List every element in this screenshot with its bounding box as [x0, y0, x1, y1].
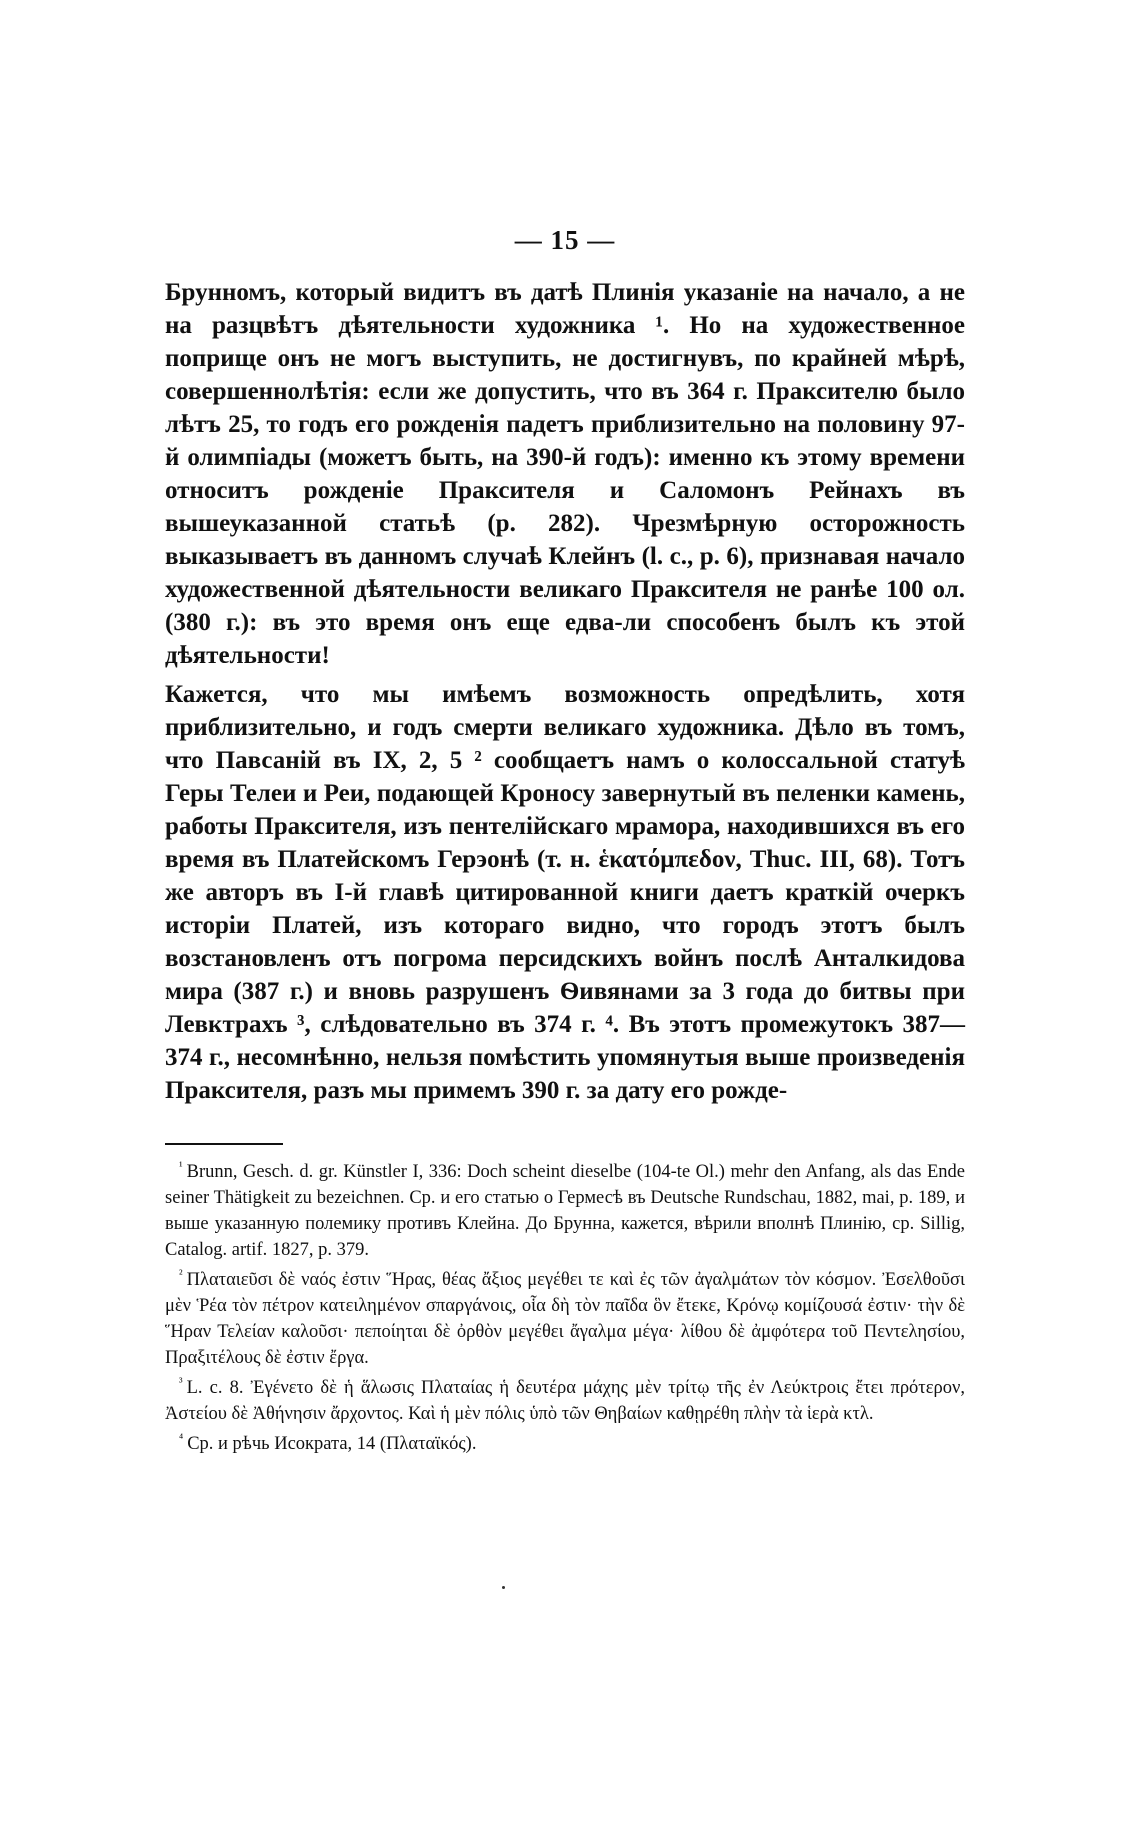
footnote-mark: ² — [179, 1266, 183, 1281]
footnote-text: Brunn, Gesch. d. gr. Künstler I, 336: Doch scheint dieselbe (104-te Ol.) mehr den Anfang, als das Ende seiner Thätigkeit zu bezeichnen. Ср. и его статью о Гермесѣ въ Deutsche Rundschau, 1882, mai, p. 189, и выше указанную полемику противъ Клейна. До Брунна, кажется, вѣрили вполнѣ Плинію, ср. Sillig, Catalog. artif. 1827, p. 379. — [165, 1162, 965, 1260]
footnote — [165, 1431, 965, 1457]
footnote-mark: ¹ — [179, 1158, 183, 1173]
footnote-rule — [165, 1143, 283, 1145]
paragraph: Кажется, что мы имѣемъ возможность опредѣлить, хотя приблизительно, и годъ смерти великаго художника. Дѣло въ томъ, что Павсаній въ IX, 2, 5 ² сообщаетъ намъ о колоссальной статуѣ Геры Телеи и Реи, подающей Кроносу завернутый въ пеленки камень, работы Праксителя, изъ пентелійскаго мрамора, находившихся въ его время въ Платейскомъ Герэонѣ (т. н. ἑκατόμπεδον, Thuc. III, 68). Тотъ же авторъ въ I-й главѣ цитированной книги даетъ краткій очеркъ исторіи Платей, изъ котораго видно, что городъ этотъ былъ возстановленъ отъ погрома персидскихъ войнъ послѣ Анталкидова мира (387 г.) и вновь разрушенъ Ѳивянами за 3 года до битвы при Левктрахъ ³, слѣдовательно въ 374 г. ⁴. Въ этотъ промежутокъ 387—374 г., несомнѣнно, нельзя помѣстить упомянутыя выше произведенія Праксителя, разъ мы примемъ 390 г. за дату его рожде- — [165, 681, 965, 1104]
scan-speck — [502, 1586, 505, 1589]
footnotes — [165, 1159, 965, 1457]
footnote-mark: ³ — [179, 1374, 183, 1389]
page-number: — 15 — — [514, 225, 616, 255]
book-page — [165, 225, 965, 1461]
footnote-text: Πλαταιεῦσι δὲ ναός ἐστιν Ἥρας, θέας ἄξιος μεγέθει τε καὶ ἐς τῶν ἀγαλμάτων τὸν κόσμον. Ἐσελθοῦσι μὲν Ῥέα τὸν πέτρον κατειλημένον σπαργάνοις, οἷα δὴ τὸν παῖδα ὃν ἔτεκε, Κρόνῳ κομίζουσά ἐστιν· τὴν δὲ Ἥραν Τελείαν καλοῦσι· πεποίηται δὲ ὀρθὸν μεγέθει ἄγαλμα μέγα· λίθου δὲ ἀμφότερα τοῦ Πεντελησίου, Πραξιτέλους δὲ ἐστιν ἔργα. — [165, 1270, 965, 1368]
main-text — [165, 276, 965, 1107]
footnote — [165, 1375, 965, 1427]
footnote-mark: ⁴ — [179, 1430, 184, 1445]
footnote-text: L. c. 8. Ἐγένετο δὲ ἡ ἅλωσις Πλαταίας ἡ δευτέρα μάχης μὲν τρίτῳ τῆς ἐν Λεύκτροις ἔτει πρότερον, Ἀστείου δὲ Ἀθήνησιν ἄρχοντος. Καὶ ἡ μὲν πόλις ὑπὸ τῶν Θηβαίων καθῃρέθη πλὴν τὰ ἱερὰ κτλ. — [165, 1378, 965, 1424]
paragraph: Брунномъ, который видитъ въ датѣ Плинія указаніе на начало, а не на разцвѣтъ дѣятельности художника ¹. Но на художественное поприще онъ не могъ выступить, не достигнувъ, по крайней мѣрѣ, совершеннолѣтія: если же допустить, что въ 364 г. Праксителю было лѣтъ 25, то годъ его рожденія падетъ приблизительно на половину 97-й олимпіады (можетъ быть, на 390-й годъ): именно къ этому времени относитъ рожденіе Праксителя и Саломонъ Рейнахъ въ вышеуказанной статьѣ (р. 282). Чрезмѣрную осторожность выказываетъ въ данномъ случаѣ Клейнъ (l. c., p. 6), признавая начало художественной дѣятельности великаго Праксителя не ранѣе 100 ол. (380 г.): въ это время онъ еще едва-ли способенъ былъ къ этой дѣятельности! — [165, 279, 965, 669]
footnote — [165, 1267, 965, 1371]
footnote-text: Ср. и рѣчь Исократа, 14 (Πλαταϊκός). — [187, 1434, 477, 1454]
footnote — [165, 1159, 965, 1263]
